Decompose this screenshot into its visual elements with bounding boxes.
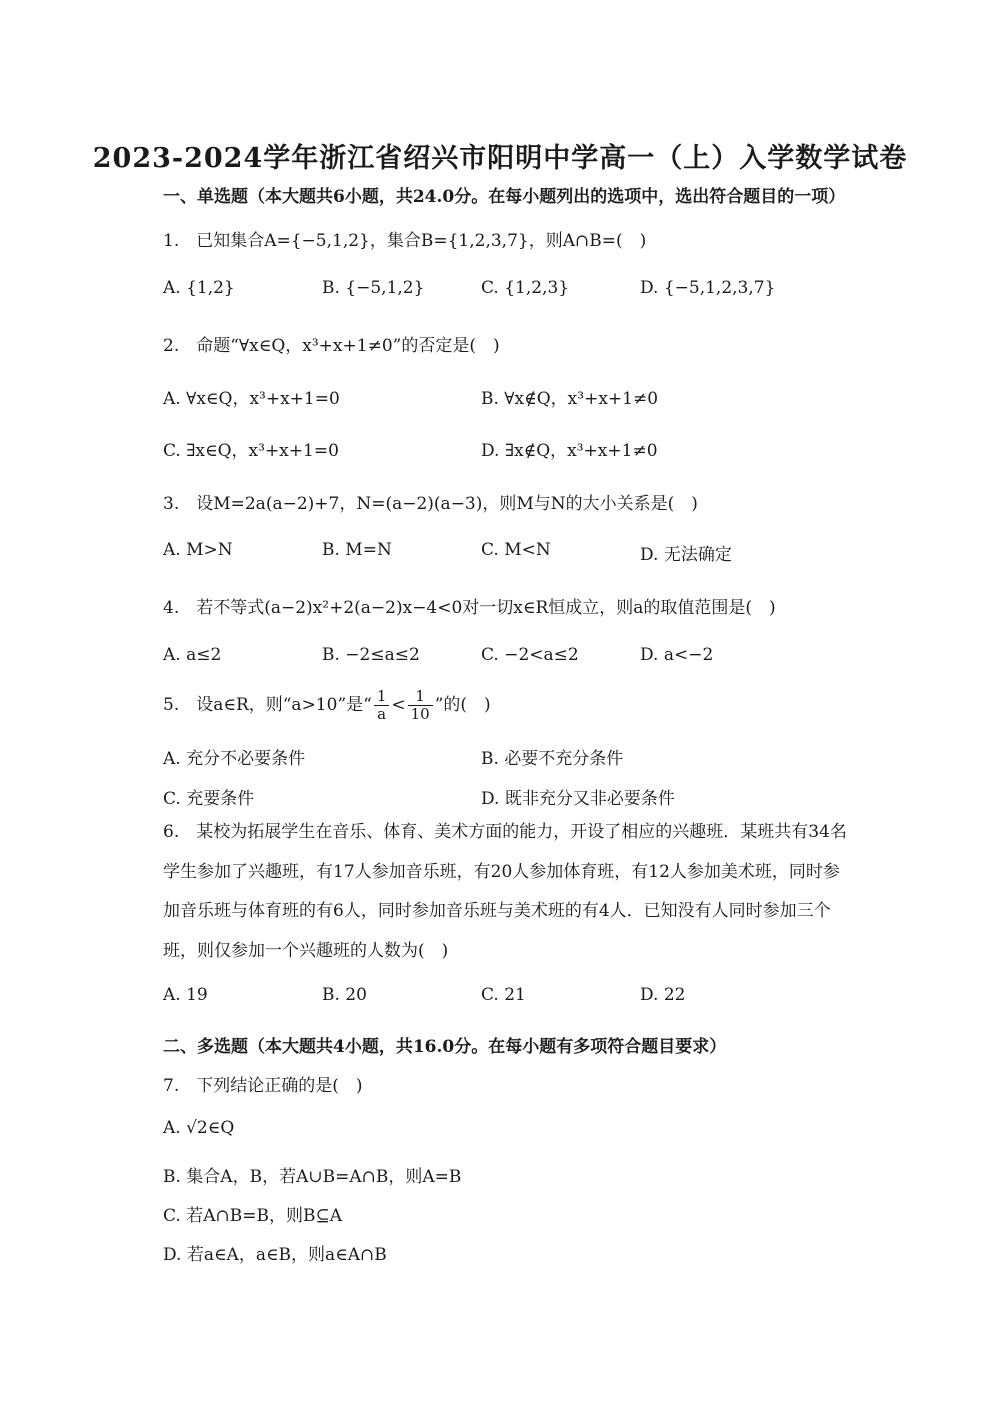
question-2-stem: 2. 命题“∀x∈Q，x³+x+1≠0”的否定是( ) <box>163 336 500 356</box>
question-5-stem-post: ”的( ) <box>434 695 491 715</box>
question-7-stem: 7. 下列结论正确的是( ) <box>163 1076 363 1096</box>
question-7-option-d[interactable]: D. 若a∈A，a∈B，则a∈A∩B <box>163 1245 387 1265</box>
question-6-line-4: 班，则仅参加一个兴趣班的人数为( ) <box>163 940 449 961</box>
question-6-option-d[interactable]: D. 22 <box>640 985 686 1005</box>
question-4-option-a[interactable]: A. a≤2 <box>163 645 222 665</box>
fraction-one-over-ten <box>408 688 433 723</box>
question-3-option-b[interactable]: B. M=N <box>322 540 392 560</box>
question-4-stem: 4. 若不等式(a−2)x²+2(a−2)x−4<0对一切x∈R恒成立，则a的取值范围是( ) <box>163 598 776 618</box>
question-1-option-d[interactable]: D. {−5,1,2,3,7} <box>640 278 776 298</box>
exam-title: 2023-2024学年浙江省绍兴市阳明中学高一（上）入学数学试卷 <box>92 143 908 174</box>
question-5-stem <box>163 688 491 723</box>
question-7-option-c[interactable]: C. 若A∩B=B，则B⊆A <box>163 1206 342 1226</box>
question-7-option-b[interactable]: B. 集合A，B，若A∪B=A∩B，则A=B <box>163 1167 462 1187</box>
question-3-option-d[interactable]: D. 无法确定 <box>640 545 732 565</box>
question-1-stem: 1. 已知集合A={−5,1,2}，集合B={1,2,3,7}，则A∩B=( ) <box>163 231 647 251</box>
question-1-option-a[interactable]: A. {1,2} <box>163 278 235 298</box>
question-6-line-1: 6. 某校为拓展学生在音乐、体育、美术方面的能力，开设了相应的兴趣班．某班共有34名 <box>163 822 847 842</box>
less-than-sign: < <box>391 695 406 715</box>
question-7-option-a[interactable]: A. √2∈Q <box>163 1118 235 1138</box>
question-2-option-d[interactable]: D. ∃x∉Q，x³+x+1≠0 <box>481 441 658 461</box>
question-2-option-a[interactable]: A. ∀x∈Q，x³+x+1=0 <box>163 389 340 409</box>
question-5-option-d[interactable]: D. 既非充分又非必要条件 <box>481 789 675 809</box>
section-single-choice-header: 一、单选题（本大题共6小题，共24.0分。在每小题列出的选项中，选出符合题目的一项） <box>163 187 846 207</box>
question-5-option-c[interactable]: C. 充要条件 <box>163 789 255 809</box>
question-6-line-2: 学生参加了兴趣班，有17人参加音乐班，有20人参加体育班，有12人参加美术班，同时参 <box>163 861 840 882</box>
fraction-numerator: 1 <box>374 688 390 706</box>
fraction-denominator: a <box>377 705 387 723</box>
question-4-option-c[interactable]: C. −2<a≤2 <box>481 645 579 665</box>
section-multiple-choice-header: 二、多选题（本大题共4小题，共16.0分。在每小题有多项符合题目要求） <box>163 1037 727 1057</box>
question-3-option-a[interactable]: A. M>N <box>163 540 233 560</box>
question-2-option-c[interactable]: C. ∃x∈Q，x³+x+1=0 <box>163 441 339 461</box>
question-3-stem: 3. 设M=2a(a−2)+7，N=(a−2)(a−3)，则M与N的大小关系是( ) <box>163 494 698 514</box>
question-6-option-a[interactable]: A. 19 <box>163 985 208 1005</box>
question-6-stem <box>163 813 863 971</box>
question-6-line-3: 加音乐班与体育班的有6人，同时参加音乐班与美术班的有4人．已知没有人同时参加三个 <box>163 901 831 921</box>
question-4-option-d[interactable]: D. a<−2 <box>640 645 714 665</box>
fraction-numerator: 1 <box>408 688 433 706</box>
question-6-option-b[interactable]: B. 20 <box>322 985 367 1005</box>
question-1-option-b[interactable]: B. {−5,1,2} <box>322 278 425 298</box>
question-1-option-c[interactable]: C. {1,2,3} <box>481 278 570 298</box>
question-5-option-b[interactable]: B. 必要不充分条件 <box>481 749 624 769</box>
fraction-one-over-a <box>374 688 390 723</box>
question-5-stem-pre: 5. 设a∈R，则“a>10”是“ <box>163 695 372 715</box>
question-4-option-b[interactable]: B. −2≤a≤2 <box>322 645 420 665</box>
question-2-option-b[interactable]: B. ∀x∉Q，x³+x+1≠0 <box>481 389 659 409</box>
question-6-option-c[interactable]: C. 21 <box>481 985 526 1005</box>
question-5-option-a[interactable]: A. 充分不必要条件 <box>163 749 306 769</box>
question-3-option-c[interactable]: C. M<N <box>481 540 551 560</box>
fraction-denominator: 10 <box>410 705 430 723</box>
